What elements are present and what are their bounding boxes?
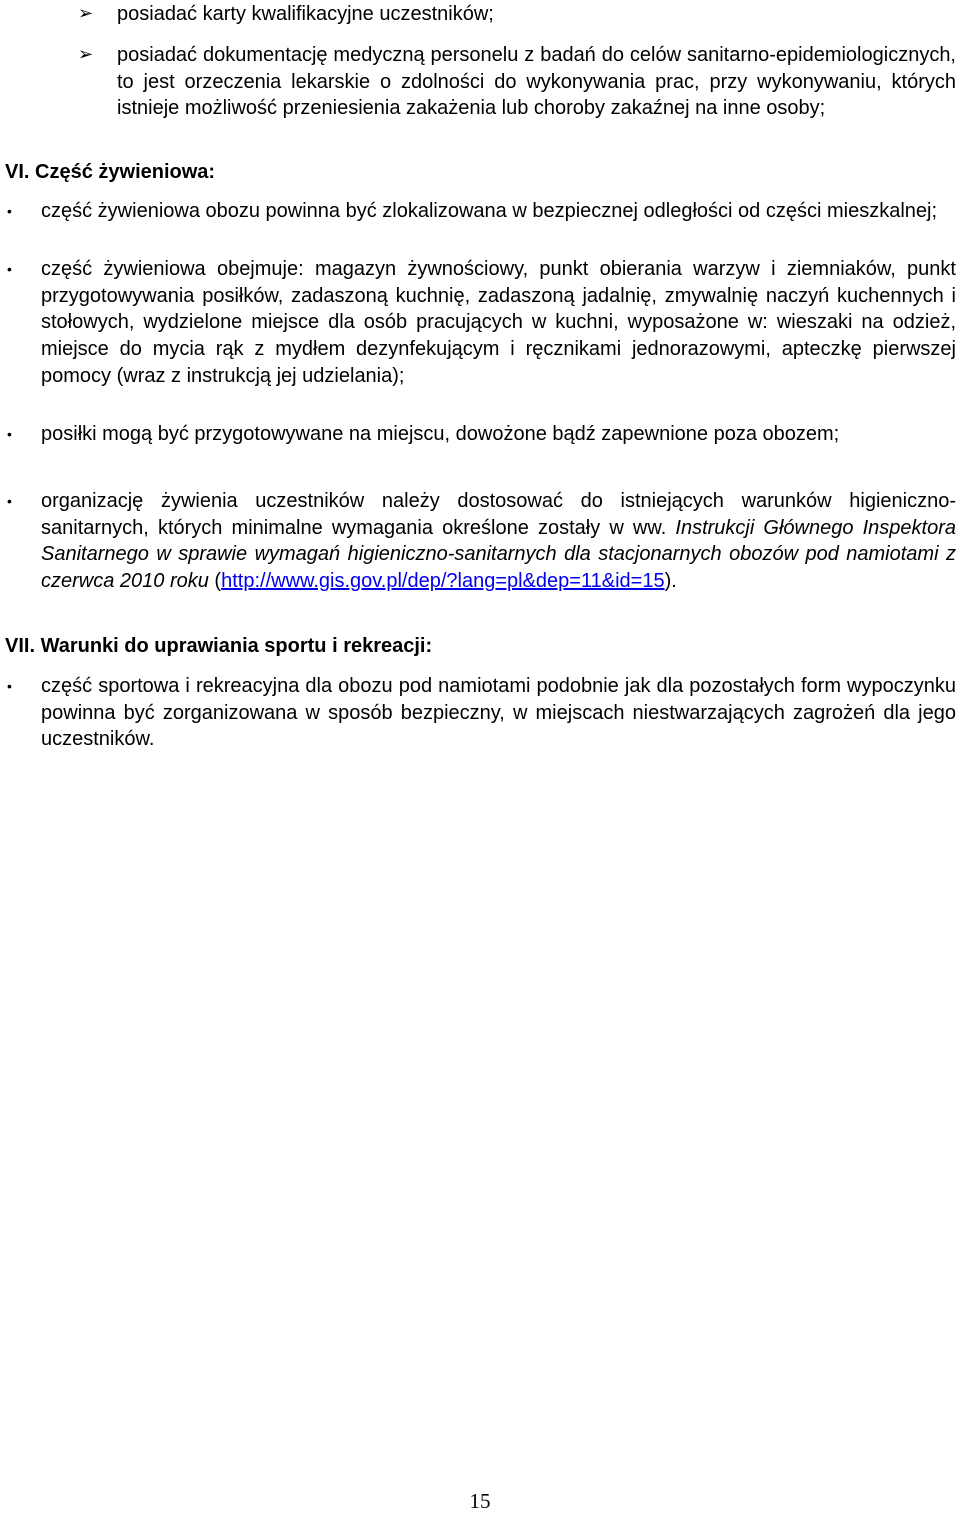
bullet-item-text: część sportowa i rekreacyjna dla obozu pod namiotami podobnie jak dla pozostałych form wypoczynku powinna być zorganizowana w sposób bezpieczny, w miejscach niestwarzających zagrożeń dla jego uczestników. bbox=[41, 675, 956, 751]
bullet-item-text: posiłki mogą być przygotowywane na miejscu, dowożone bądź zapewnione poza obozem; bbox=[41, 423, 840, 445]
gis-link[interactable]: http://www.gis.gov.pl/dep/?lang=pl&dep=11&id=15 bbox=[221, 570, 665, 593]
bullet-icon: • bbox=[7, 678, 12, 694]
bullet-list-item bbox=[0, 256, 956, 390]
instruction-title: Instrukcji Głównego Inspektora Sanitarnego w sprawie wymagań higieniczno-sanitarnych dla stacjonarnych obozów pod namiotami z czerwca 2010 roku bbox=[41, 516, 957, 593]
bullet-icon: • bbox=[7, 426, 12, 442]
arrow-item-text: posiadać karty kwalifikacyjne uczestników; bbox=[117, 3, 494, 25]
bullet-item-text: organizację żywienia uczestników należy dostosować do istniejących warunków higieniczno-sanitarnych, których minimalne wymagania określone zostały w ww. bbox=[41, 490, 956, 539]
bullet-list-item bbox=[0, 421, 956, 448]
arrow-bullet-icon: ➢ bbox=[78, 3, 94, 24]
bullet-list-item bbox=[0, 198, 956, 225]
bullet-icon: • bbox=[7, 203, 12, 219]
section-vii-heading bbox=[5, 633, 432, 660]
section-number: VII. bbox=[5, 635, 36, 657]
bullet-list-item bbox=[0, 488, 956, 595]
bullet-list-item bbox=[0, 673, 956, 753]
section-title: Warunki do uprawiania sportu i rekreacji: bbox=[40, 635, 433, 657]
page-number: 15 bbox=[469, 1489, 491, 1513]
bullet-icon: • bbox=[7, 261, 12, 277]
section-vi-heading bbox=[5, 159, 215, 186]
open-paren: ( bbox=[208, 570, 222, 593]
section-title: Część żywieniowa: bbox=[35, 161, 216, 183]
arrow-list-item bbox=[78, 42, 956, 122]
arrow-item-text: posiadać dokumentację medyczną personelu z badań do celów sanitarno-epidemiologicznych, to jest orzeczenia lekarskie o zdolności do wykonywania prac, przy wykonywaniu, których istnieje możliwość przeniesienia zakażenia lub choroby zakaźnej na inne osoby; bbox=[117, 44, 956, 120]
arrow-list-item bbox=[78, 1, 956, 28]
bullet-icon: • bbox=[7, 493, 12, 509]
arrow-bullet-icon: ➢ bbox=[78, 44, 94, 65]
section-number: VI. bbox=[5, 161, 30, 183]
bullet-item-text: część żywieniowa obozu powinna być zlokalizowana w bezpiecznej odległości od części mieszkalnej; bbox=[41, 200, 938, 222]
bullet-item-text: część żywieniowa obejmuje: magazyn żywnościowy, punkt obierania warzyw i ziemniaków, punkt przygotowywania posiłków, zadaszoną kuchnię, zadaszoną jadalnię, zmywalnię naczyń kuchennych i stołowych, wydzielone miejsce dla osób pracujących w kuchni, wyposażone w: wieszaki na odzież, miejsce do mycia rąk z mydłem dezynfekującym i ręcznikami jednorazowymi, apteczkę pierwszej pomocy (wraz z instrukcją jej udzielania); bbox=[41, 258, 956, 387]
closing-punctuation: ). bbox=[664, 570, 677, 593]
